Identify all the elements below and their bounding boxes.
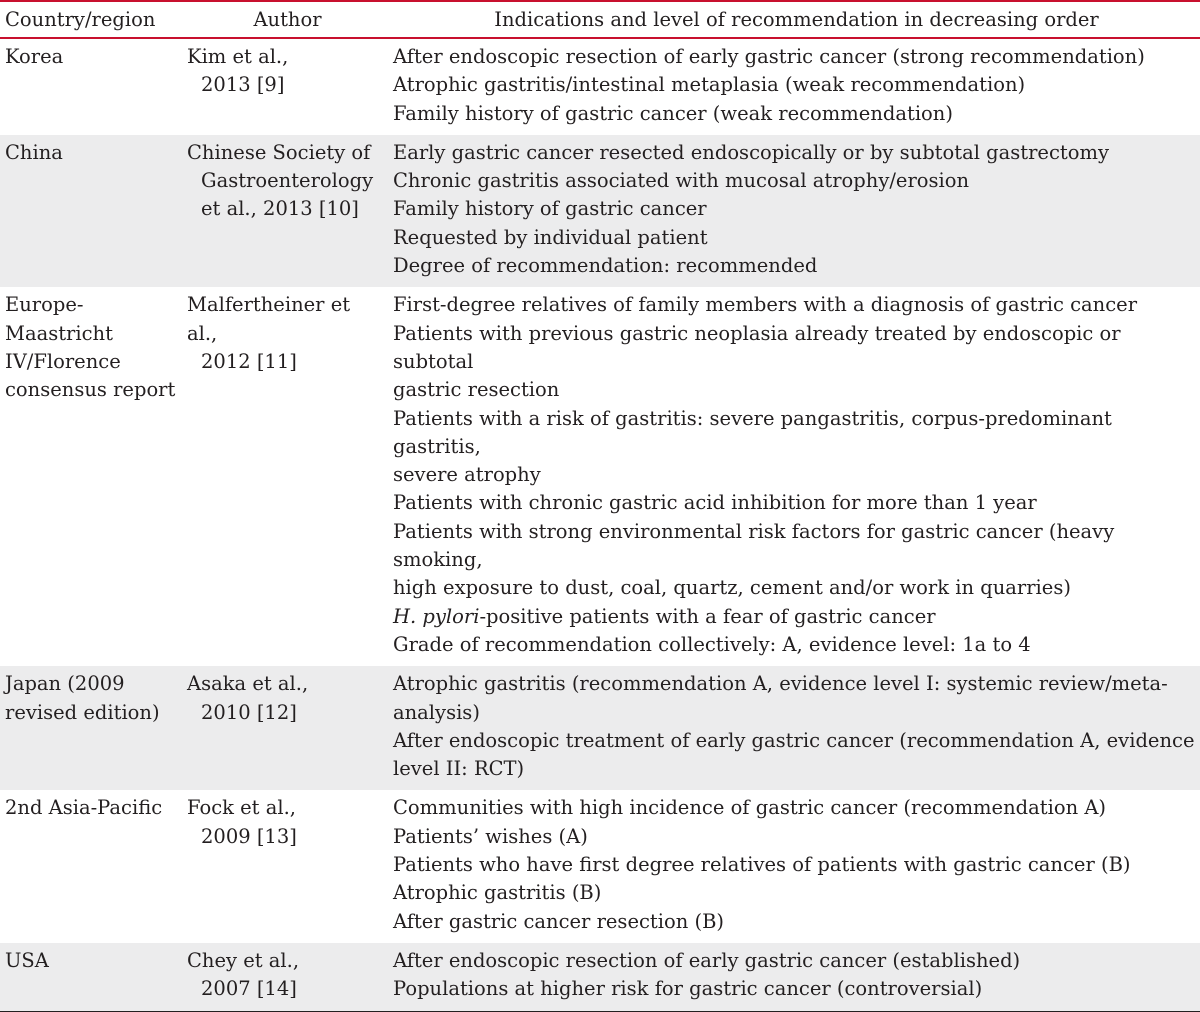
indication-line: After endoscopic resection of early gastric cancer (established) bbox=[393, 948, 1021, 972]
author-line: 2012 [11] bbox=[201, 349, 297, 373]
country-line: Japan (2009 bbox=[5, 672, 125, 696]
author-line: Fock et al., bbox=[187, 796, 296, 820]
cell-author bbox=[182, 135, 388, 287]
cell-author bbox=[182, 287, 388, 666]
cell-author bbox=[182, 38, 388, 135]
table-row-china bbox=[0, 135, 1200, 287]
cell-indications bbox=[388, 790, 1200, 942]
indication-line: Atrophic gastritis (recommendation A, evidence level I: systemic review/meta- bbox=[393, 672, 1168, 696]
cell-author bbox=[182, 666, 388, 790]
author-line: Asaka et al., bbox=[187, 672, 309, 696]
indication-line: level II: RCT) bbox=[393, 757, 525, 781]
hpylori-italic: H. pylori bbox=[393, 604, 480, 628]
country-line: IV/Florence bbox=[5, 349, 121, 373]
cell-indications bbox=[388, 666, 1200, 790]
indication-line: After gastric cancer resection (B) bbox=[393, 909, 725, 933]
indication-line: Chronic gastritis associated with mucosal atrophy/erosion bbox=[393, 169, 970, 193]
header-indications: Indications and level of recommendation in decreasing order bbox=[494, 8, 1099, 31]
header-row bbox=[0, 1, 1200, 38]
indication-line: Early gastric cancer resected endoscopically or by subtotal gastrectomy bbox=[393, 140, 1109, 164]
country-line: consensus report bbox=[5, 378, 176, 402]
cell-author bbox=[182, 943, 388, 1011]
author-line: Kim et al., bbox=[187, 45, 289, 68]
table-row-usa bbox=[0, 943, 1200, 1011]
country-line: 2nd Asia-Pacific bbox=[5, 796, 163, 820]
country-line: USA bbox=[5, 948, 49, 972]
author-line: 2007 [14] bbox=[201, 977, 297, 1001]
cell-country bbox=[0, 135, 182, 287]
cell-indications bbox=[388, 287, 1200, 666]
author-line: 2009 [13] bbox=[201, 824, 297, 848]
author-line: Malfertheiner et al., bbox=[187, 293, 351, 345]
cell-country bbox=[0, 287, 182, 666]
country-line: Maastricht bbox=[5, 321, 113, 345]
cell-indications bbox=[388, 38, 1200, 135]
author-line: Chey et al., bbox=[187, 948, 300, 972]
author-line: et al., 2013 [10] bbox=[201, 197, 359, 221]
table-row-europe bbox=[0, 287, 1200, 666]
indication-line: Patients with strong environmental risk factors for gastric cancer (heavy smoking, bbox=[393, 519, 1115, 572]
indication-line: Communities with high incidence of gastric cancer (recommendation A) bbox=[393, 796, 1107, 820]
country-line: China bbox=[5, 140, 63, 164]
indication-line: Family history of gastric cancer (weak recommendation) bbox=[393, 101, 953, 125]
indication-line: After endoscopic resection of early gastric cancer (strong recommendation) bbox=[393, 45, 1145, 68]
cell-country bbox=[0, 790, 182, 942]
indication-line: Atrophic gastritis/intestinal metaplasia (weak recommendation) bbox=[393, 73, 1026, 97]
indication-line bbox=[393, 603, 1196, 631]
indication-line: gastric resection bbox=[393, 378, 560, 402]
table-row-korea bbox=[0, 38, 1200, 135]
author-line: 2013 [9] bbox=[201, 73, 285, 97]
cell-country bbox=[0, 943, 182, 1011]
indication-line: Patients with chronic gastric acid inhibition for more than 1 year bbox=[393, 491, 1037, 515]
table-body bbox=[0, 38, 1200, 1011]
cell-author bbox=[182, 790, 388, 942]
indication-line: Patients who have first degree relatives of patients with gastric cancer (B) bbox=[393, 853, 1131, 877]
indication-line: Family history of gastric cancer bbox=[393, 197, 707, 221]
cell-country bbox=[0, 666, 182, 790]
indication-line: Atrophic gastritis (B) bbox=[393, 881, 602, 905]
author-line: Gastroenterology bbox=[201, 169, 374, 193]
author-line: Chinese Society of bbox=[187, 140, 371, 164]
indication-line: Patients with previous gastric neoplasia already treated by endoscopic or subtotal bbox=[393, 321, 1121, 373]
indication-line: Degree of recommendation: recommended bbox=[393, 254, 818, 278]
indication-line: First-degree relatives of family members with a diagnosis of gastric cancer bbox=[393, 293, 1138, 317]
indication-line: severe atrophy bbox=[393, 463, 541, 487]
country-line: Korea bbox=[5, 45, 64, 68]
indication-line: Patients’ wishes (A) bbox=[393, 824, 588, 848]
header-author: Author bbox=[253, 8, 322, 31]
indication-line: high exposure to dust, coal, quartz, cement and/or work in quarries) bbox=[393, 576, 1071, 600]
indication-text: -positive patients with a fear of gastric cancer bbox=[479, 604, 936, 628]
indication-line: Populations at higher risk for gastric cancer (controversial) bbox=[393, 977, 983, 1001]
indication-line: Grade of recommendation collectively: A, evidence level: 1a to 4 bbox=[393, 632, 1031, 656]
header-country: Country/region bbox=[5, 8, 156, 31]
indication-line: Requested by individual patient bbox=[393, 225, 708, 249]
table-row-japan bbox=[0, 666, 1200, 790]
table-row-asia-pacific bbox=[0, 790, 1200, 942]
indication-line: analysis) bbox=[393, 700, 480, 724]
country-line: Europe- bbox=[5, 293, 84, 317]
author-line: 2010 [12] bbox=[201, 700, 297, 724]
indication-line: Patients with a risk of gastritis: severe pangastritis, corpus-predominant gastritis, bbox=[393, 406, 1112, 458]
cell-indications bbox=[388, 943, 1200, 1011]
indication-line: After endoscopic treatment of early gastric cancer (recommendation A, evidence bbox=[393, 728, 1195, 752]
table-header bbox=[0, 1, 1200, 38]
cell-indications bbox=[388, 135, 1200, 287]
cell-country bbox=[0, 38, 182, 135]
country-line: revised edition) bbox=[5, 700, 160, 724]
